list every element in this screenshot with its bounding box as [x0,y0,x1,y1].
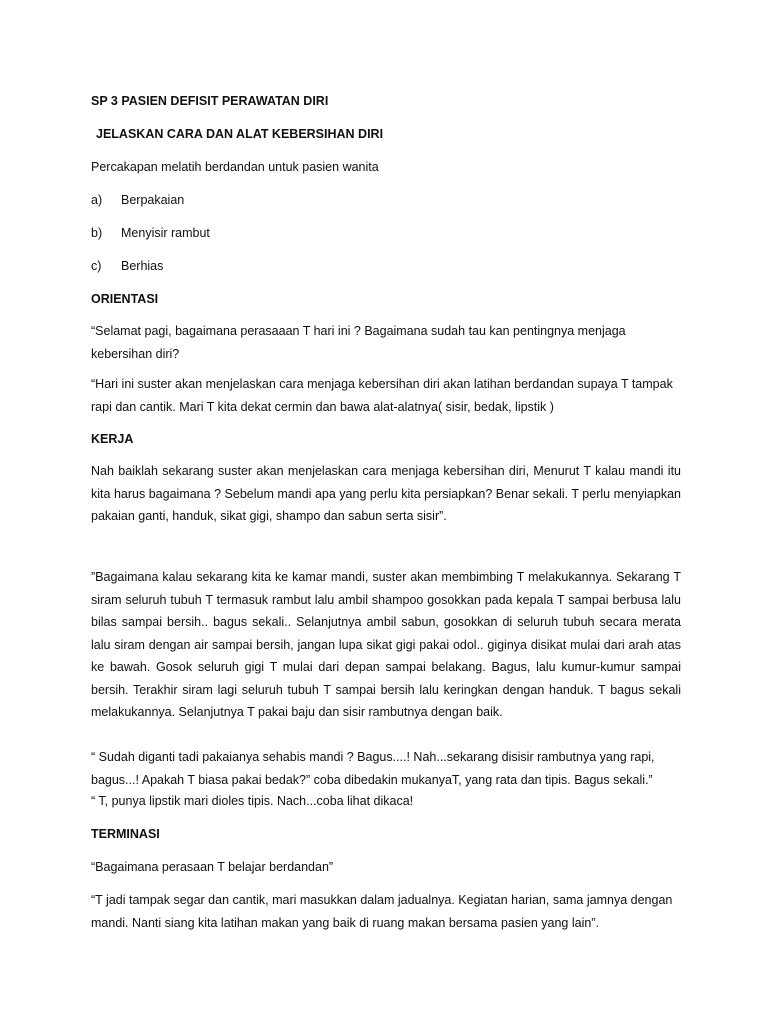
doc-subtitle: JELASKAN CARA DAN ALAT KEBERSIHAN DIRI [96,127,384,141]
list-text: Menyisir rambut [121,226,210,240]
list-text: Berpakaian [121,193,185,207]
list-item [91,222,681,245]
kerja-paragraph-2: ”Bagaimana kalau sekarang kita ke kamar mandi, suster akan membimbing T melakukannya. Sekarang T siram seluruh tubuh T termasuk rambut lalu ambil shampoo gosokkan pada kepala T sampai berbusa lalu bilas sampai bersih.. bagus sekali.. Selanjutnya ambil sabun, gosokkan di seluruh tubuh secara merata lalu siram dengan air sampai bersih, jangan lupa sikat gigi pakai odol.. giginya disikat mulai dari arah atas ke bawah. Gosok seluruh gigi T mulai dari depan sampai belakang. Bagus, lalu kumur-kumur sampai bersih. Terakhir siram lagi seluruh tubuh T sampai bersih lalu keringkan dengan handuk. T bagus sekali melakukannya. Selanjutnya T pakai baju dan sisir rambutnya dengan baik. [91,570,681,719]
heading-kerja: KERJA [91,432,134,446]
terminasi-paragraph-1: “Bagaimana perasaan T belajar berdandan” [91,860,334,874]
list-marker: b) [91,226,103,240]
kerja-paragraph-4: “ T, punya lipstik mari dioles tipis. Nach...coba lihat dikaca! [91,794,414,808]
doc-title: SP 3 PASIEN DEFISIT PERAWATAN DIRI [91,94,329,108]
orientasi-paragraph-2: “Hari ini suster akan menjelaskan cara menjaga kebersihan diri akan latihan berdandan supaya T tampak rapi dan cantik. Mari T kita dekat cermin dan bawa alat-alatnya( sisir, bedak, lipstik ) [91,377,673,414]
list-item [91,255,681,278]
terminasi-paragraph-2: “T jadi tampak segar dan cantik, mari masukkan dalam jadualnya. Kegiatan harian, sama jamnya dengan mandi. Nanti siang kita latihan makan yang baik di ruang makan bersama pasien yang lain”. [91,893,673,930]
kerja-paragraph-3: “ Sudah diganti tadi pakaianya sehabis mandi ? Bagus....! Nah...sekarang disisir rambutnya yang rapi, bagus...! Apakah T biasa pakai bedak?” coba dibedakin mukanyaT, yang rata dan tipis. Bagus sekali.” [91,750,655,787]
heading-orientasi: ORIENTASI [91,292,159,306]
list-marker: a) [91,193,103,207]
list-text: Berhias [121,259,164,273]
list-item [91,189,681,212]
list-marker: c) [91,259,102,273]
kerja-paragraph-1: Nah baiklah sekarang suster akan menjelaskan cara menjaga kebersihan diri, Menurut T kalau mandi itu kita harus bagaimana ? Sebelum mandi apa yang perlu kita persiapkan? Benar sekali. T perlu menyiapkan pakaian ganti, handuk, sikat gigi, shampo dan sabun serta sisir”. [91,464,681,523]
heading-terminasi: TERMINASI [91,827,160,841]
doc-intro: Percakapan melatih berdandan untuk pasien wanita [91,160,379,174]
orientasi-paragraph-1: “Selamat pagi, bagaimana perasaaan T hari ini ? Bagaimana sudah tau kan pentingnya menjaga kebersihan diri? [91,324,626,361]
